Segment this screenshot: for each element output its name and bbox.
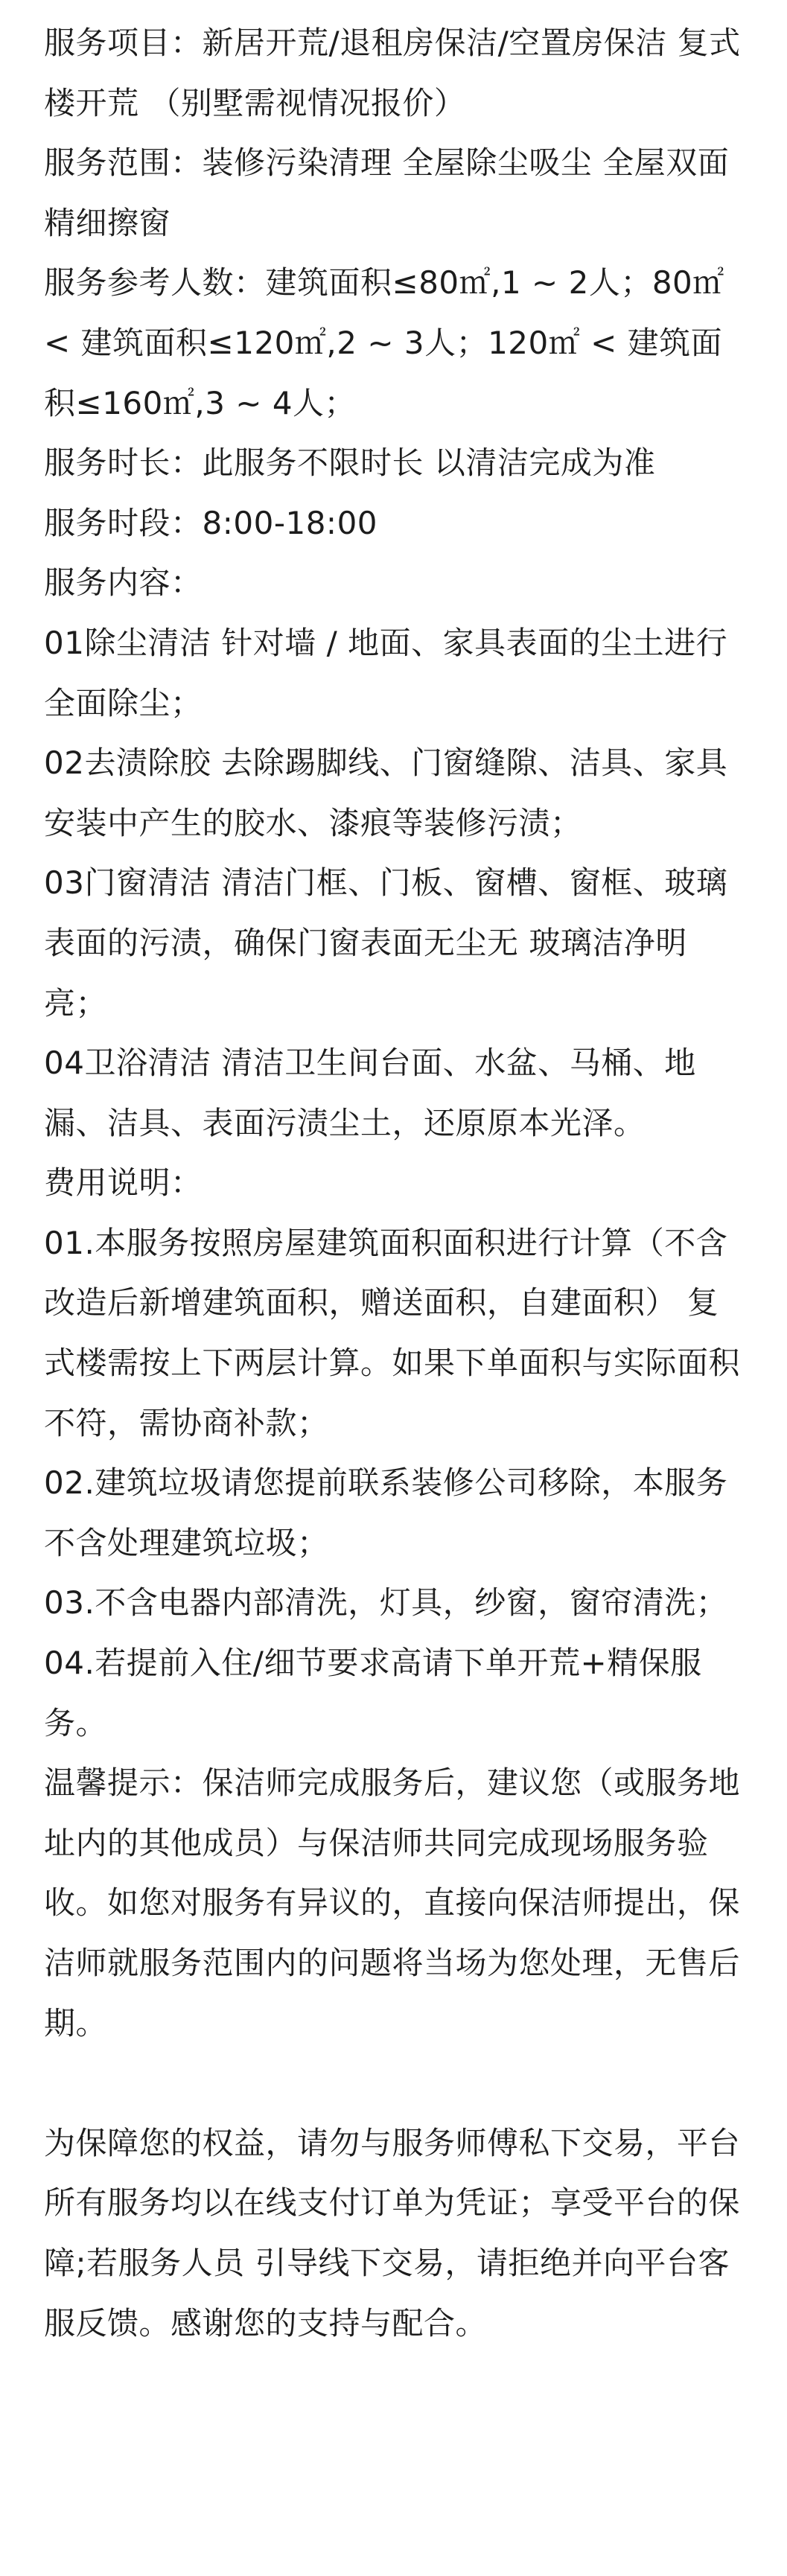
service-description-document xyxy=(44,13,748,2353)
service-hours-paragraph: 服务时段：8:00-18:00 xyxy=(44,504,378,541)
content-item-dust-cleaning: 01除尘清洁 针对墙 / 地面、家具表面的尘土进行全面除尘； xyxy=(44,624,728,721)
rights-protection-notice: 为保障您的权益，请勿与服务师傅私下交易，平台所有服务均以在线支付订单为凭证；享受平台的保障;若服务人员 引导线下交易，请拒绝并向平台客服反馈。感谢您的支持与配合。 xyxy=(44,2124,741,2341)
staffing-reference-paragraph: 服务参考人数：建筑面积≤80㎡,1 ~ 2人；80㎡ < 建筑面积≤120㎡,2 ~ 3人；120㎡ < 建筑面积≤160㎡,3 ~ 4人； xyxy=(44,264,724,421)
content-item-stain-removal: 02去渍除胶 去除踢脚线、门窗缝隙、洁具、家具安装中产生的胶水、漆痕等装修污渍； xyxy=(44,745,728,841)
fee-item-early-move-in: 04.若提前入住/细节要求高请下单开荒+精保服务。 xyxy=(44,1645,702,1741)
fee-item-area-calculation: 01.本服务按照房屋建筑面积面积进行计算（不含改造后新增建筑面积，赠送面积，自建面积） 复式楼需按上下两层计算。如果下单面积与实际面积不符，需协商补款； xyxy=(44,1224,741,1441)
fee-item-exclusions: 03.不含电器内部清洗，灯具，纱窗，窗帘清洗； xyxy=(44,1584,728,1622)
service-scope-paragraph: 服务范围：装修污染清理 全屋除尘吸尘 全屋双面精细擦窗 xyxy=(44,144,730,241)
content-item-bathroom-cleaning: 04卫浴清洁 清洁卫生间台面、水盆、马桶、地漏、洁具、表面污渍尘土，还原原本光泽。 xyxy=(44,1045,696,1141)
friendly-reminder-paragraph: 温馨提示：保洁师完成服务后，建议您（或服务地址内的其他成员）与保洁师共同完成现场服务验收。如您对服务有异议的，直接向保洁师提出，保洁师就服务范围内的问题将当场为您处理，无售后期。 xyxy=(44,1764,741,2041)
fee-description-heading: 费用说明： xyxy=(44,1164,203,1202)
fee-item-construction-waste: 02.建筑垃圾请您提前联系装修公司移除，本服务不含处理建筑垃圾； xyxy=(44,1464,728,1561)
content-item-door-window-cleaning: 03门窗清洁 清洁门框、门板、窗槽、窗框、玻璃表面的污渍，确保门窗表面无尘无 玻璃洁净明亮； xyxy=(44,864,728,1021)
paragraph-spacer xyxy=(44,2053,748,2114)
service-duration-paragraph: 服务时长：此服务不限时长 以清洁完成为准 xyxy=(44,444,656,482)
service-items-paragraph: 服务项目：新居开荒/退租房保洁/空置房保洁 复式楼开荒 （别墅需视情况报价） xyxy=(44,25,741,121)
service-content-heading: 服务内容： xyxy=(44,564,203,602)
